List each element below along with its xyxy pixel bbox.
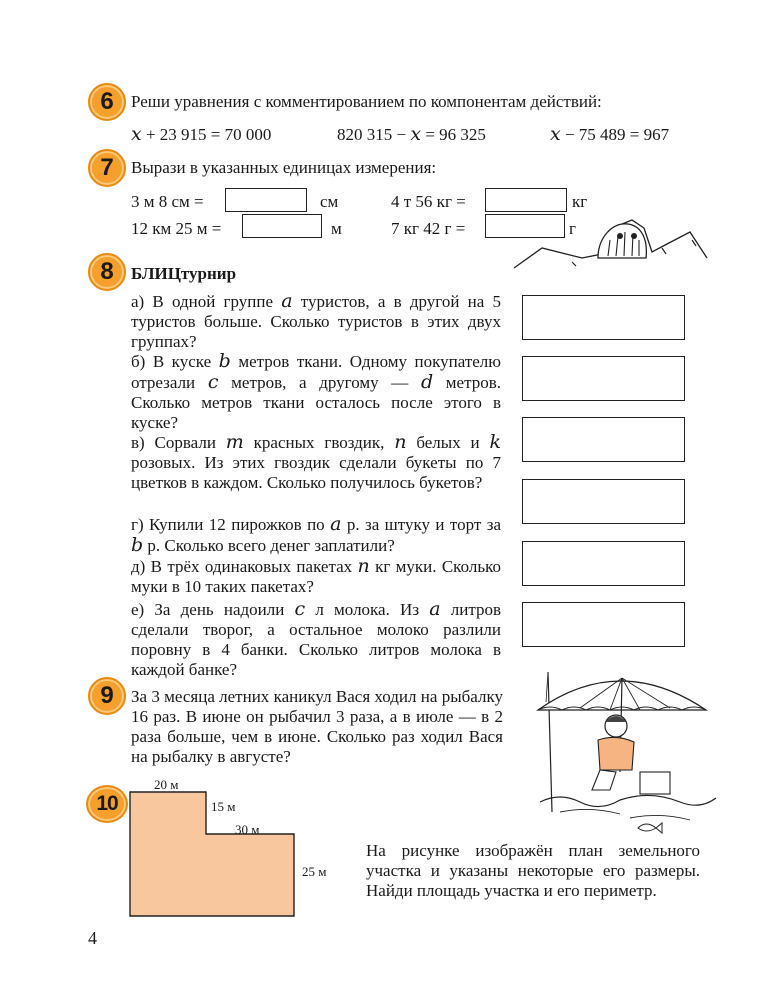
- task-8-title: БЛИЦтурнир: [131, 264, 237, 283]
- task-9-number-badge: 9: [88, 677, 126, 715]
- conversion-2-unit: кг: [572, 192, 588, 211]
- task-6-instruction: Реши уравнения с комментированием по компонентам действий:: [131, 92, 602, 111]
- conversion-1-label: 3 м 8 см =: [131, 192, 204, 211]
- equation-2: 820 315 − x = 96 325: [337, 123, 486, 145]
- answer-box-a[interactable]: [522, 295, 685, 340]
- page-number: 4: [88, 928, 97, 948]
- question-e: е) За день надоили c л молока. Из a литров сделали творог, а остальное молоко разлили поровну в 4 банки. Сколько литров молока в каждой банке?: [131, 598, 501, 679]
- answer-box-g[interactable]: [522, 541, 685, 586]
- conversion-4-label: 7 кг 42 г =: [391, 219, 466, 238]
- dimension-step-horizontal-label: 30 м: [235, 822, 260, 837]
- conversion-1-answer-box[interactable]: [225, 188, 307, 212]
- task-7-instruction: Вырази в указанных единицах измерения:: [131, 158, 437, 177]
- question-g: г) Купили 12 пирожков по a р. за штуку и торт за b р. Сколько всего денег заплатили?: [131, 513, 502, 556]
- task-8-number-badge: 8: [88, 253, 126, 291]
- conversion-3-answer-box[interactable]: [242, 214, 322, 238]
- task-6-number-badge: 6: [88, 83, 126, 121]
- conversion-2-label: 4 т 56 кг =: [391, 192, 466, 211]
- dimension-top-label: 20 м: [154, 777, 179, 792]
- task-10-number-badge: 10: [86, 785, 128, 823]
- answer-box-e[interactable]: [522, 602, 685, 647]
- task-9-text: За 3 месяца летних каникул Вася ходил на рыбалку 16 раз. В июне он рыбачил 3 раза, а в июле — в 2 раза больше, чем в июне. Сколько раз ходил Вася на рыбалку в августе?: [131, 687, 503, 766]
- conversion-2-answer-box[interactable]: [485, 188, 567, 212]
- answer-box-v[interactable]: [522, 417, 685, 462]
- question-b: б) В куске b метров ткани. Одному покупателю отрезали c метров, а другому — d метров. Сколько метров ткани осталось после этого в куске?: [131, 350, 502, 432]
- task-7-number-badge: 7: [88, 149, 126, 187]
- dimension-step-vertical-label: 15 м: [211, 799, 236, 814]
- owl-illustration: [512, 218, 712, 276]
- equation-3: x − 75 489 = 967: [550, 123, 670, 145]
- fishing-boy-illustration: [520, 662, 720, 842]
- answer-box-v-2[interactable]: [522, 479, 685, 524]
- equation-1: x + 23 915 = 70 000: [131, 123, 272, 145]
- task-10-text: На рисунке изображён план земельного участка и указаны некоторые его размеры. Найди площадь участка и его периметр.: [366, 841, 700, 900]
- conversion-4-unit: г: [569, 219, 576, 238]
- conversion-3-label: 12 км 25 м =: [131, 219, 222, 238]
- conversion-1-unit: см: [320, 192, 339, 211]
- question-v: в) Сорвали m красных гвоздик, n белых и k розовых. Из этих гвоздик сделали букеты по 7 цветков в каждом. Сколько получилось букетов?: [131, 431, 501, 492]
- answer-box-b[interactable]: [522, 356, 685, 401]
- dimension-right-label: 25 м: [302, 864, 327, 879]
- question-d: д) В трёх одинаковых пакетах n кг муки. Сколько муки в 10 таких пакетах?: [131, 555, 501, 596]
- question-a: а) В одной группе a туристов, а в другой на 5 туристов больше. Сколько туристов в этих двух группах?: [131, 290, 502, 351]
- conversion-3-unit: м: [331, 219, 342, 238]
